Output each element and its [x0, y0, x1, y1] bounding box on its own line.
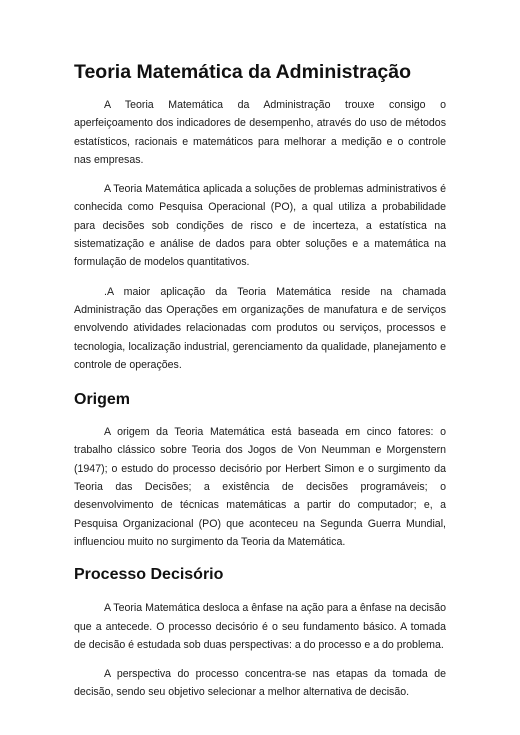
section-heading-origem: Origem — [74, 391, 131, 409]
document-page — [74, 58, 446, 713]
intro-paragraph-1: A Teoria Matemática da Administração trouxe consigo o aperfeiçoamento dos indicadores de desempenho, através do uso de métodos estatísticos, racionais e matemáticos para melhorar a medição e o controle nas empresas. — [74, 99, 446, 166]
processo-paragraph-2: A perspectiva do processo concentra-se nas etapas da tomada de decisão, sendo seu objetivo selecionar a melhor alternativa de decisão. — [74, 668, 446, 699]
section-heading-processo-decisorio: Processo Decisório — [74, 566, 224, 584]
document-title: Teoria Matemática da Administração — [74, 61, 412, 83]
intro-paragraph-2: A Teoria Matemática aplicada a soluções de problemas administrativos é conhecida como Pesquisa Operacional (PO), a qual utiliza a probabilidade para decisões sob condições de risco e de incerteza, a estatística na sistematização e análise de dados para obter soluções e a matemática na formulação de modelos quantitativos. — [74, 183, 446, 269]
intro-paragraph-3: .A maior aplicação da Teoria Matemática reside na chamada Administração das Operações em organizações de manufatura e de serviços envolvendo atividades relacionadas com produtos ou serviços, processos e tecnologia, localização industrial, gerenciamento da qualidade, planejamento e controle de operações. — [74, 285, 446, 371]
processo-paragraph-1: A Teoria Matemática desloca a ênfase na ação para a ênfase na decisão que a antecede. O processo decisório é o seu fundamento básico. A tomada de decisão é estudada sob duas perspectivas: a do processo e a do problema. — [74, 602, 446, 651]
origem-paragraph-1: A origem da Teoria Matemática está baseada em cinco fatores: o trabalho clássico sobre Teoria dos Jogos de Von Neumman e Morgenstern (1947); o estudo do processo decisório por Herbert Simon e o surgimento da Teoria das Decisões; a existência de decisões programáveis; o desenvolvimento de técnicas matemáticas a partir do computador; e, a Pesquisa Organizacional (PO) que aconteceu na Segunda Guerra Mundial, influenciou muito no surgimento da Teoria da Matemática. — [74, 426, 446, 548]
